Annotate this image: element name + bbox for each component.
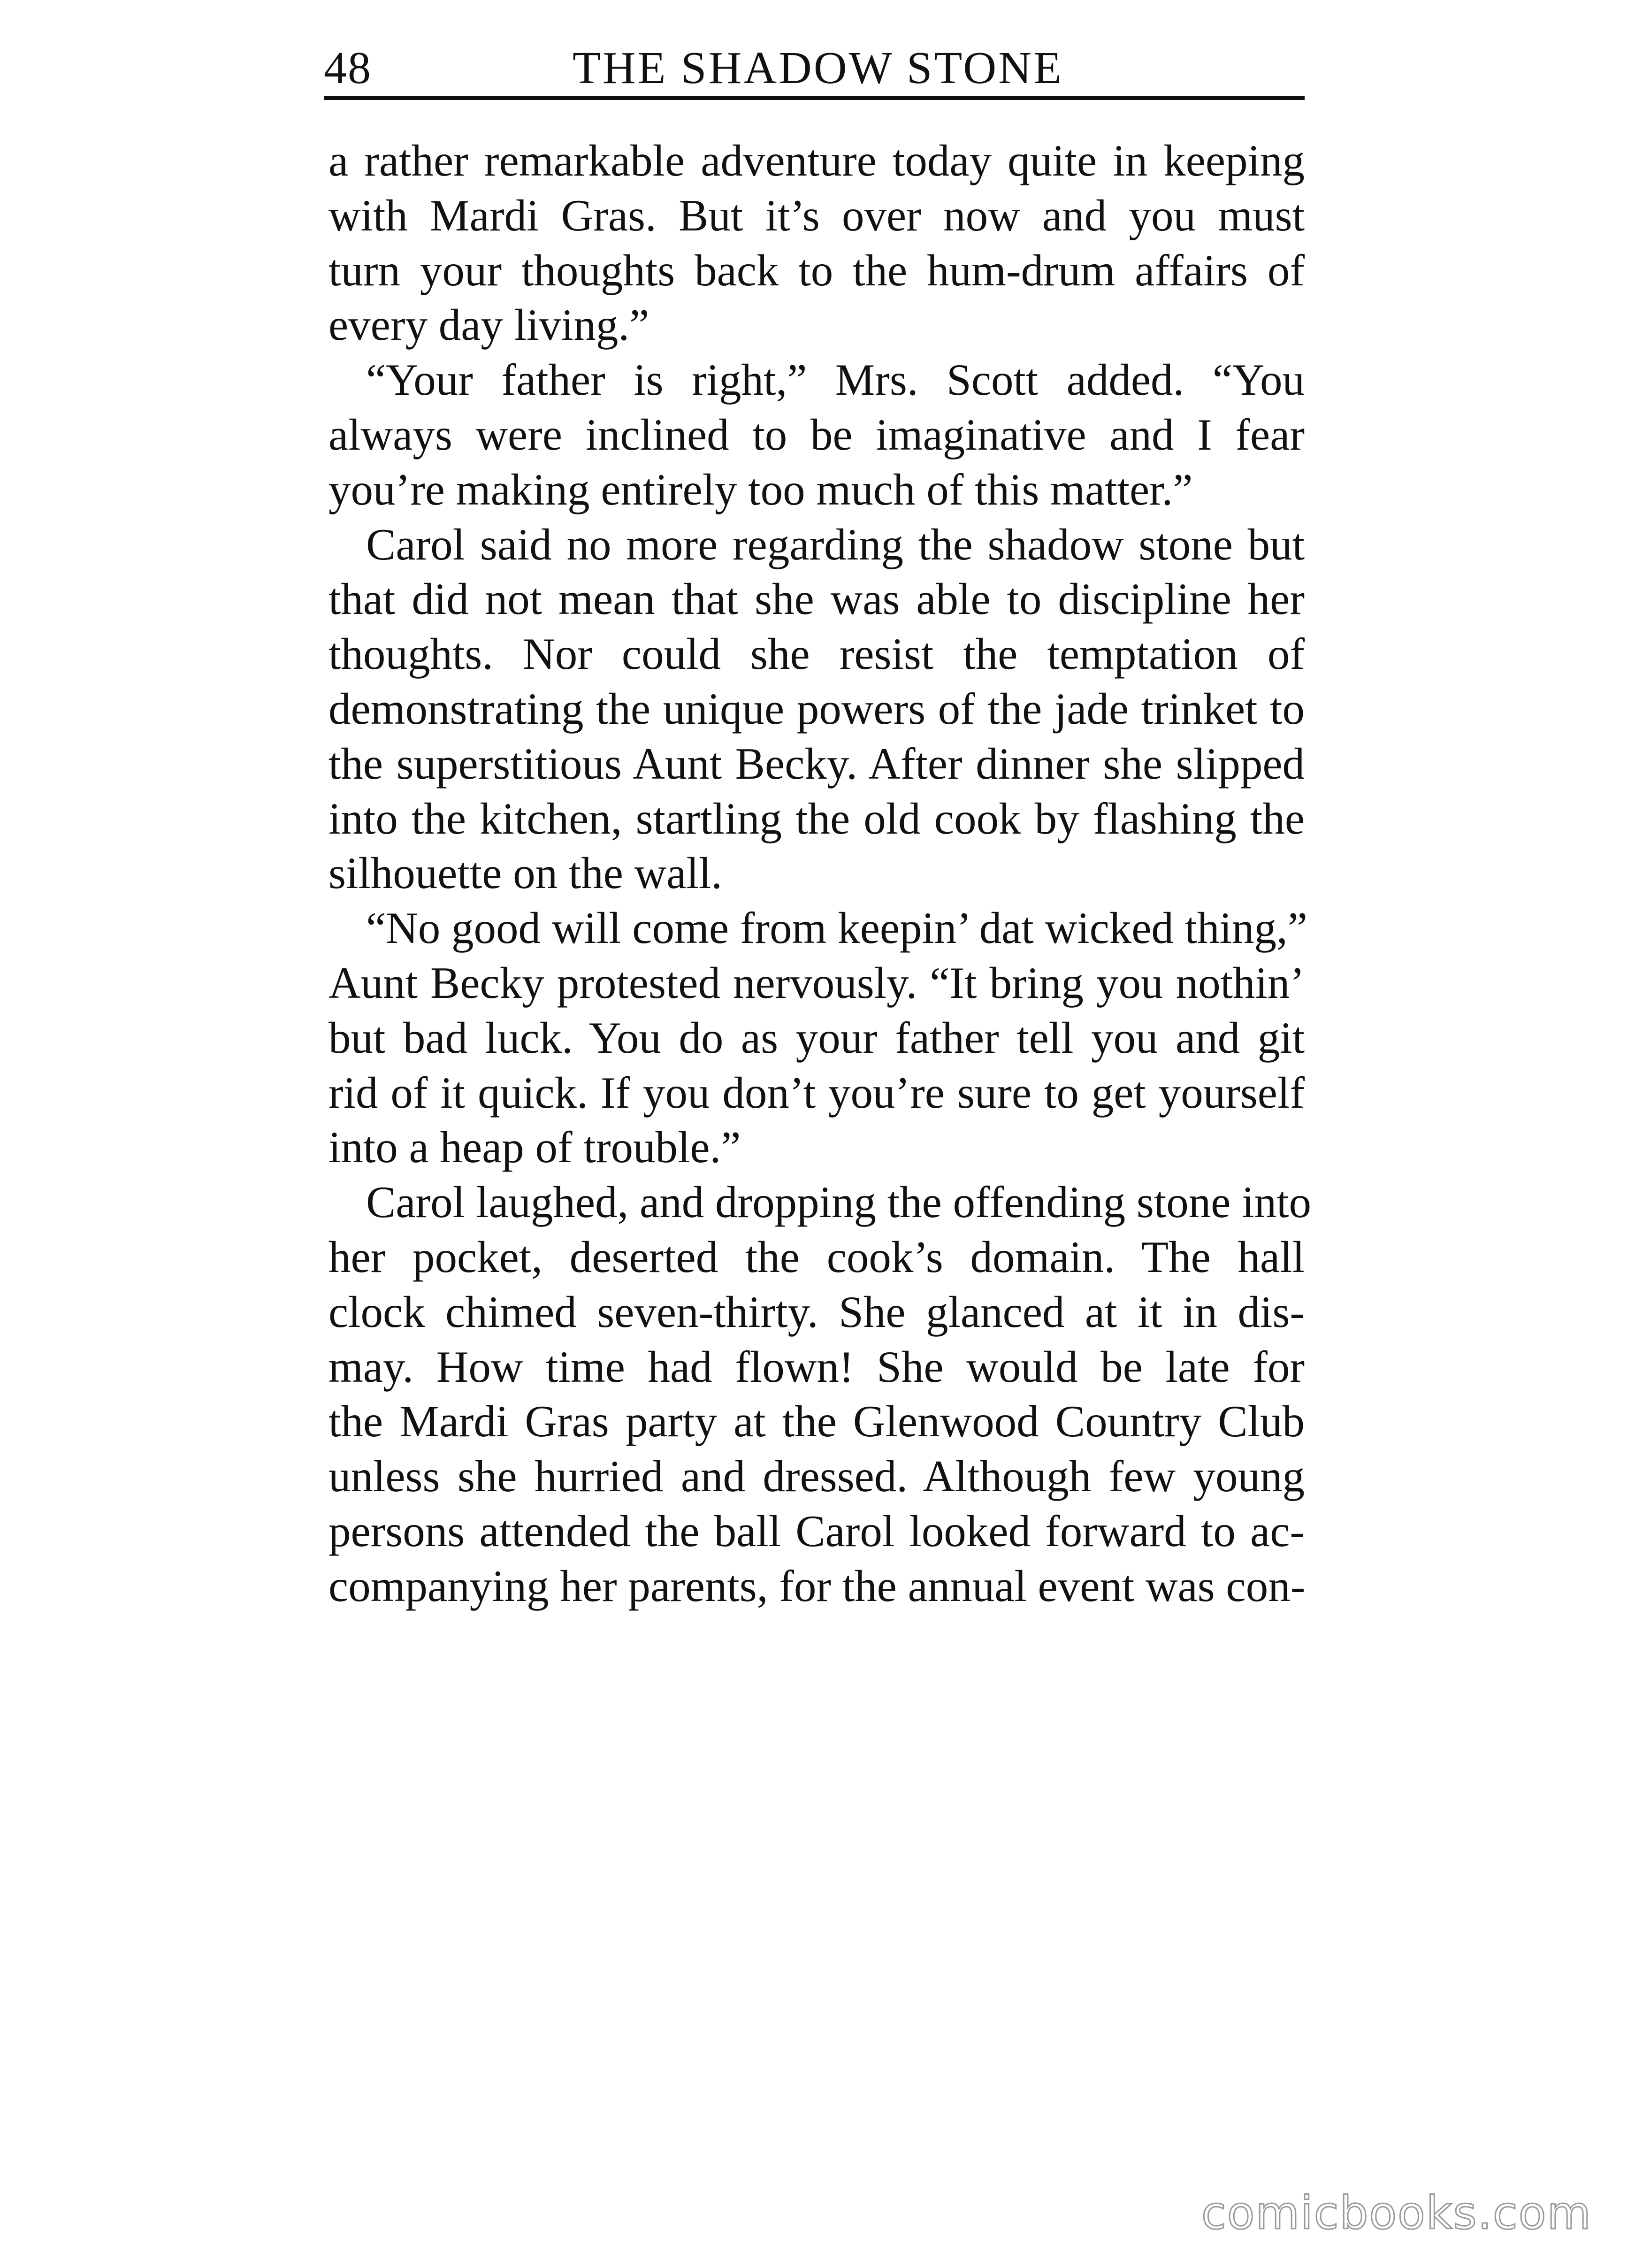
text-line: into the kitchen, startling the old cook by flashing the [329,793,1305,843]
text-line: turn your thoughts back to the hum-drum affairs of [329,245,1305,295]
text-line: her pocket, deserted the cook’s domain. The hall [329,1232,1305,1282]
text-line: Carol said no more regarding the shadow stone but [366,519,1305,569]
text-line: the Mardi Gras party at the Glenwood Country Club [329,1396,1305,1447]
body-text [329,133,1311,1614]
text-line: demonstrating the unique powers of the jade trinket to [329,683,1305,734]
text-line: may. How time had flown! She would be late for [329,1341,1305,1392]
running-title: THE SHADOW STONE [573,43,1063,93]
text-line: silhouette on the wall. [329,848,722,898]
text-line: a rather remarkable adventure today quite in keeping [329,136,1305,185]
text-line: with Mardi Gras. But it’s over now and you must [329,190,1305,240]
header-rule [324,96,1305,100]
watermark: comicbooks.com [1201,2187,1592,2239]
text-line: that did not mean that she was able to discipline her [329,574,1305,624]
running-head [324,33,1305,99]
text-line: Aunt Becky protested nervously. “It bring you nothin’ [329,958,1305,1008]
text-line: you’re making entirely too much of this matter.” [329,464,1193,514]
text-line: always were inclined to be imaginative and I fear [329,409,1305,460]
page-number: 48 [324,43,372,93]
text-line: the superstitious Aunt Becky. After dinner she slipped [329,738,1305,789]
text-line: Carol laughed, and dropping the offending stone into [366,1177,1311,1227]
text-line: rid of it quick. If you don’t you’re sure to get yourself [329,1067,1305,1118]
text-line: but bad luck. You do as your father tell you and git [329,1012,1305,1063]
text-line: every day living.” [329,300,649,350]
text-line: into a heap of trouble.” [329,1122,741,1172]
text-line: companying her parents, for the annual event was con- [329,1561,1306,1611]
text-line: persons attended the ball Carol looked forward to ac- [329,1506,1305,1556]
text-line: unless she hurried and dressed. Although few young [329,1451,1305,1502]
text-line: “Your father is right,” Mrs. Scott added. “You [366,355,1305,405]
text-line: “No good will come from keepin’ dat wicked thing,” [366,903,1307,953]
text-line: clock chimed seven-thirty. She glanced at it in dis- [329,1287,1305,1337]
text-line: thoughts. Nor could she resist the temptation of [329,629,1305,679]
